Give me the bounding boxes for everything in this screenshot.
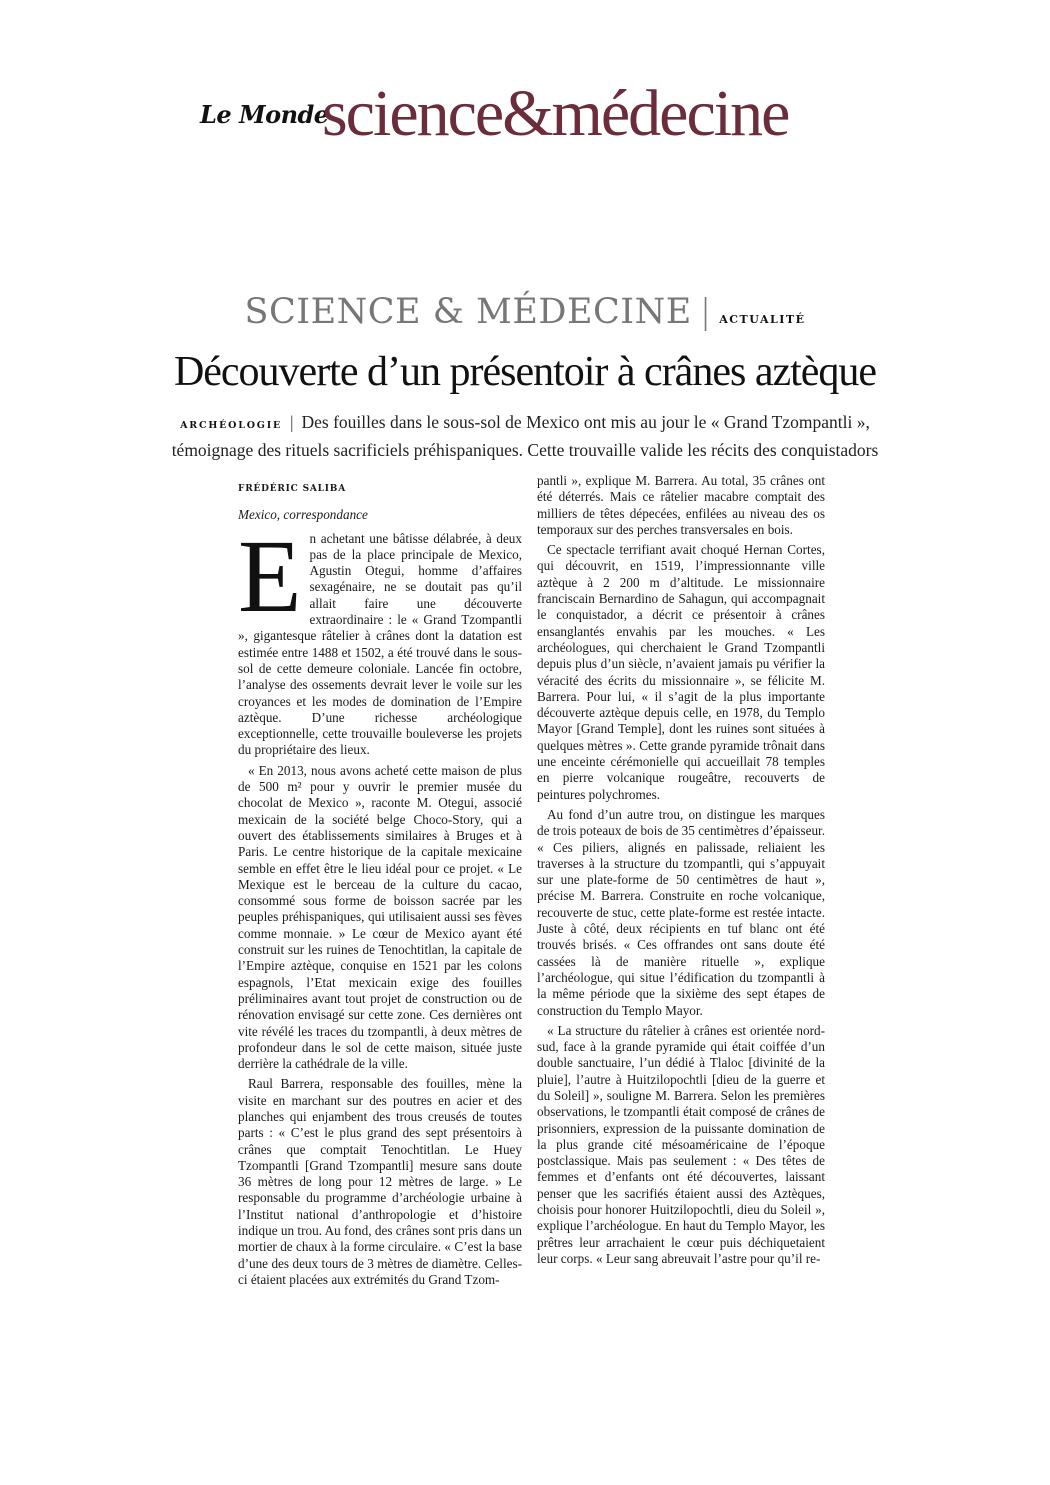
section-title: science&médecine [322,77,789,150]
rubric-main: SCIENCE & MÉDECINE [244,292,692,332]
article-column-right [537,473,825,1271]
article-headline: Découverte d’un présentoir à crânes aztèque [173,349,877,395]
rubric-tag: ACTUALITÉ [719,313,806,326]
paragraph: « En 2013, nous avons acheté cette maison de plus de 500 m² pour y ouvrir le premier musée du chocolat de Mexico », raconte M. Otegui, associé mexicain de la société belge Choco-Story, qui a ouvert des établissements similaires à Bruges et à Paris. Le centre historique de la capitale mexicaine semble en effet être le lieu idéal pour ce projet. « Le Mexique est le berceau de la culture du cacao, consommé sous forme de boisson sacrée par les peuples préhispaniques, qui utilisaient aussi ses fèves comme monnaie. » Le cœur de Mexico ayant été construit sur les ruines de Tenochtitlan, la capitale de l’Empire aztèque, conquise en 1521 par les colons espagnols, l’Etat mexicain exige des fouilles préliminaires avant tout projet de construction ou de rénovation envisagé sur cette zone. Ces dernières ont vite révélé les traces du tzompantli, à deux mètres de profondeur dans le sol de cette maison, située juste derrière la cathédrale de la ville. [238,762,522,1072]
article-column-left [238,477,522,1292]
rubric [0,292,1050,332]
brand-logo: Le Monde [200,100,329,129]
drop-cap: E [238,518,302,634]
paragraph: Au fond d’un autre trou, on distingue les marques de trois poteaux de bois de 35 centimètres d’épaisseur. « Ces piliers, alignés en palissade, reliaient les traverses à la structure du tzompantli, qui s’appuyait sur une plate-forme de 50 centimètres de haut », précise M. Barrera. Construite en roche volcanique, recouverte de stuc, cette plate-forme est restée intacte. Juste à côté, deux récipients en tuf blanc ont été trouvés brisés. « Ces offrandes ont sans doute été cassées là de manière rituelle », explique l’archéologue, qui situe l’édification du tzompantli à la même période que la sixième des sept étapes de construction du Templo Mayor. [537,806,825,1018]
masthead [200,77,900,152]
byline: FRÉDÉRIC SALIBA [238,484,346,494]
rubric-separator: | [699,292,712,332]
dateline: Mexico, correspondance [238,507,368,523]
article-standfirst [150,410,900,462]
paragraph-text: n achetant une bâtisse délabrée, à deux pas de la place principale de Mexico, Agustin Otegui, homme d’affaires sexagénaire, ne se doutait pas qu’il allait faire une découverte extraordinaire : le « Grand Tzompantli », gigantesque râtelier à crânes dont la datation est estimée entre 1488 et 1502, a été trouvé dans le sous-sol de cette demeure coloniale. Lancée fin octobre, l’analyse des ossements devrait lever le voile sur les croyances et les modes de domination de l’Empire aztèque. D’une richesse archéologique exceptionnelle, cette trouvaille bouleverse les projets du propriétaire des lieux. [238,530,522,758]
paragraph: « La structure du râtelier à crânes est orientée nord-sud, face à la grande pyramide qui était coiffée d’un double sanctuaire, l’un dédié à Tlaloc [divinité de la pluie], l’autre à Huitzilopochtli [dieu de la guerre et du Soleil] », souligne M. Barrera. Selon les premières observations, le tzompantli était composé de crânes de prisonniers, expression de la puissante domination de la plus grande cité mésoaméricaine de l’époque postclassique. Mais pas seulement : « Des têtes de femmes et d’enfants ont été découvertes, laissant penser que les sacrifiés étaient aussi des Aztèques, choisis pour honorer Huitzilopochtli, dieu du Soleil », explique l’archéologue. En haut du Templo Mayor, les prêtres leur arrachaient le cœur puis déchiquetaient leur corps. « Leur sang abreuvait l’astre pour qu’il re- [537,1022,825,1266]
paragraph [238,518,522,759]
standfirst-text: Des fouilles dans le sous-sol de Mexico ont mis au jour le « Grand Tzompantli », témoignage des rituels sacrificiels préhispaniques. Cette trouvaille valide les récits des conquistadors [171,412,879,460]
standfirst-kicker: ARCHÉOLOGIE [180,420,282,431]
paragraph: Ce spectacle terrifiant avait choqué Hernan Cortes, qui découvrit, en 1519, l’impressionnante ville aztèque à 2 200 m d’altitude. Le missionnaire franciscain Bernardino de Sahagun, qui accompagnait le conquistador, a décrit ce présentoir à crânes ensanglantés envahis par les mouches. « Les archéologues, qui cherchaient le Grand Tzompantli depuis plus d’un siècle, n’avaient jamais pu vérifier la véracité des écrits du missionnaire », se félicite M. Barrera. Pour lui, « il s’agit de la plus importante découverte aztèque depuis celle, en 1978, du Templo Mayor [Grand Temple], dont les ruines sont situées à quelques mètres ». Cette grande pyramide trônait dans une enceinte cérémonielle qui accueillait 78 temples en pierre volcanique rougeâtre, recouverts de peintures polychromes. [537,542,825,802]
standfirst-separator: | [290,412,294,432]
paragraph: pantli », explique M. Barrera. Au total, 35 crânes ont été déterrés. Mais ce râtelier macabre comptait des milliers de têtes dépecées, enfilées au niveau des os temporaux sur des perches transversales en bois. [537,473,825,537]
paragraph: Raul Barrera, responsable des fouilles, mène la visite en marchant sur des poutres en acier et des planches qui enjambent des trous creusés de toutes parts : « C’est le plus grand des sept présentoirs à crânes que comptait Tenochtitlan. Le Huey Tzompantli [Grand Tzompantli] mesure sans doute 36 mètres de long pour 12 mètres de large. » Le responsable du programme d’archéologie urbaine à l’Institut national d’anthropologie et d’histoire indique un trou. Au fond, des crânes sont pris dans un mortier de chaux à la forme circulaire. « C’est la base d’une des deux tours de 3 mètres de diamètre. Celles-ci étaient placées aux extrémités du Grand Tzom- [238,1076,522,1287]
